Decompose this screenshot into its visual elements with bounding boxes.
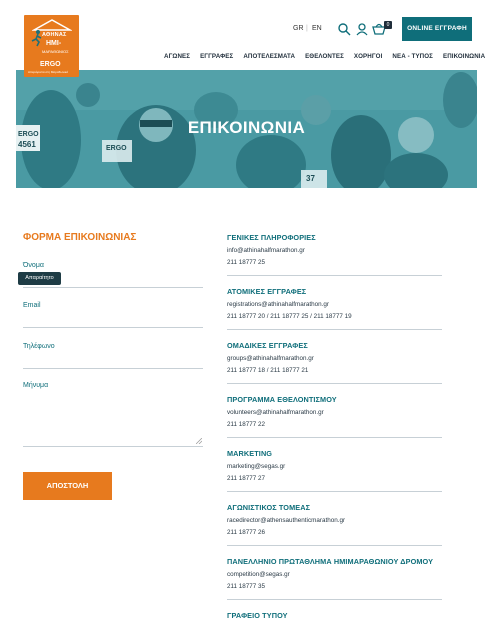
contact-email-link[interactable]: info@athinahalfmarathon.gr (227, 247, 305, 254)
contact-email-link[interactable]: competition@segas.gr (227, 571, 290, 578)
contact-block-race-director (227, 503, 345, 536)
contact-title: ΠΑΝΕΛΛΗΝΙΟ ΠΡΩΤΑΘΛΗΜΑ ΗΜΙΜΑΡΑΘΩΝΙΟΥ ΔΡΟΜΟΥ (227, 557, 434, 566)
contact-block-general (227, 233, 316, 266)
contact-block-marketing (227, 449, 285, 482)
contact-email-link[interactable]: registrations@athinahalfmarathon.gr (227, 301, 329, 308)
contact-block-individual (227, 287, 352, 320)
contact-phone: 211 18777 20 / 211 18777 25 / 211 18777 19 (227, 313, 352, 320)
divider (227, 383, 442, 384)
contact-title: MARKETING (227, 449, 273, 458)
site-header (0, 0, 493, 74)
logo-sponsor: ERGO (40, 61, 61, 68)
nav-item-contact[interactable]: ΕΠΙΚΟΙΝΩΝΙΑ (442, 53, 486, 60)
logo-line-1: ΑΘΗΝΑΣ (42, 32, 67, 38)
nav-item-volunteers[interactable]: ΕΘΕΛΟΝΤΕΣ (305, 53, 344, 60)
hero-bib-1: ERGO (18, 131, 39, 138)
nav-item-races[interactable]: ΑΓΩΝΕΣ (164, 53, 191, 60)
search-icon[interactable] (337, 22, 351, 36)
page-title: ΕΠΙΚΟΙΝΩΝΙΑ (187, 118, 306, 137)
name-label: Όνομα (23, 262, 44, 269)
phone-label: Τηλέφωνο (23, 343, 55, 350)
contact-block-press (227, 611, 288, 620)
cart-count-badge: 0 (384, 21, 392, 29)
nav-item-results[interactable]: ΑΠΟΤΕΛΕΣΜΑΤΑ (243, 53, 296, 60)
contact-phone: 211 18777 25 (227, 259, 266, 266)
lang-en-link[interactable]: EN (312, 25, 322, 32)
main-nav (164, 53, 493, 60)
divider (227, 491, 442, 492)
nav-item-news[interactable]: ΝΕΑ - ΤΥΠΟΣ (392, 53, 433, 60)
hero-bib-3: ERGO (106, 145, 127, 152)
logo-line-3: ΜΑΡΑΘΩΝΙΟΣ (42, 49, 69, 54)
phone-field[interactable] (23, 368, 203, 369)
nav-item-sponsors[interactable]: ΧΟΡΗΓΟΙ (353, 53, 383, 60)
contact-title: ΓΡΑΦΕΙΟ ΤΥΠΟΥ (227, 611, 288, 620)
contact-email-link[interactable]: marketing@segas.gr (227, 463, 286, 470)
nav-item-registrations[interactable]: ΕΓΓΡΑΦΕΣ (200, 53, 234, 60)
contact-block-groups (227, 341, 314, 374)
divider (227, 599, 442, 600)
contact-title: ΠΡΟΓΡΑΜΜΑ ΕΘΕΛΟΝΤΙΣΜΟΥ (227, 395, 337, 404)
contact-block-volunteers (227, 395, 337, 428)
resize-handle-icon[interactable] (196, 438, 202, 444)
contact-form-title: ΦΟΡΜΑ ΕΠΙΚΟΙΝΩΝΙΑΣ (23, 232, 137, 243)
divider (227, 329, 442, 330)
logo-line-2: ΗΜΙ- (46, 40, 62, 47)
logo-tagline: Απεριόριστα στη Μαραθωνικά (28, 70, 68, 74)
hero-bib-2: 4561 (18, 140, 36, 149)
contact-email-link[interactable]: racedirector@athensauthenticmarathon.gr (227, 517, 346, 524)
contact-phone: 211 18777 35 (227, 583, 266, 590)
lang-gr-link[interactable]: GR (293, 25, 304, 32)
contact-email-link[interactable]: groups@athinahalfmarathon.gr (227, 355, 314, 362)
contact-phone: 211 18777 18 / 211 18777 21 (227, 367, 309, 374)
divider (227, 437, 442, 438)
lang-separator: | (306, 25, 308, 32)
contact-title: ΟΜΑΔΙΚΕΣ ΕΓΓΡΑΦΕΣ (227, 341, 308, 350)
contact-title: ΓΕΝΙΚΕΣ ΠΛΗΡΟΦΟΡΙΕΣ (227, 233, 316, 242)
email-label: Email (23, 302, 41, 309)
contact-title: ΑΓΩΝΙΣΤΙΚΟΣ ΤΟΜΕΑΣ (227, 503, 311, 512)
contact-phone: 211 18777 26 (227, 529, 266, 536)
online-registration-button[interactable]: ONLINE ΕΓΓΡΑΦΗ (402, 17, 472, 41)
submit-button[interactable]: ΑΠΟΣΤΟΛΗ (23, 472, 112, 500)
contact-block-championship (227, 557, 433, 590)
contact-title: ΑΤΟΜΙΚΕΣ ΕΓΓΡΑΦΕΣ (227, 287, 307, 296)
email-field[interactable] (23, 327, 203, 328)
divider (227, 275, 442, 276)
hero-bib-4: 37 (306, 174, 315, 183)
contact-phone: 211 18777 22 (227, 421, 266, 428)
divider (227, 545, 442, 546)
user-icon[interactable] (355, 22, 369, 36)
hero-banner (16, 70, 477, 188)
message-label: Μήνυμα (23, 382, 49, 389)
contact-email-link[interactable]: volunteers@athinahalfmarathon.gr (227, 409, 324, 416)
name-field[interactable] (23, 287, 203, 288)
contact-phone: 211 18777 27 (227, 475, 266, 482)
required-tooltip: Απαραίτητο (18, 272, 61, 285)
message-field[interactable] (23, 395, 203, 447)
site-logo[interactable] (24, 15, 79, 77)
